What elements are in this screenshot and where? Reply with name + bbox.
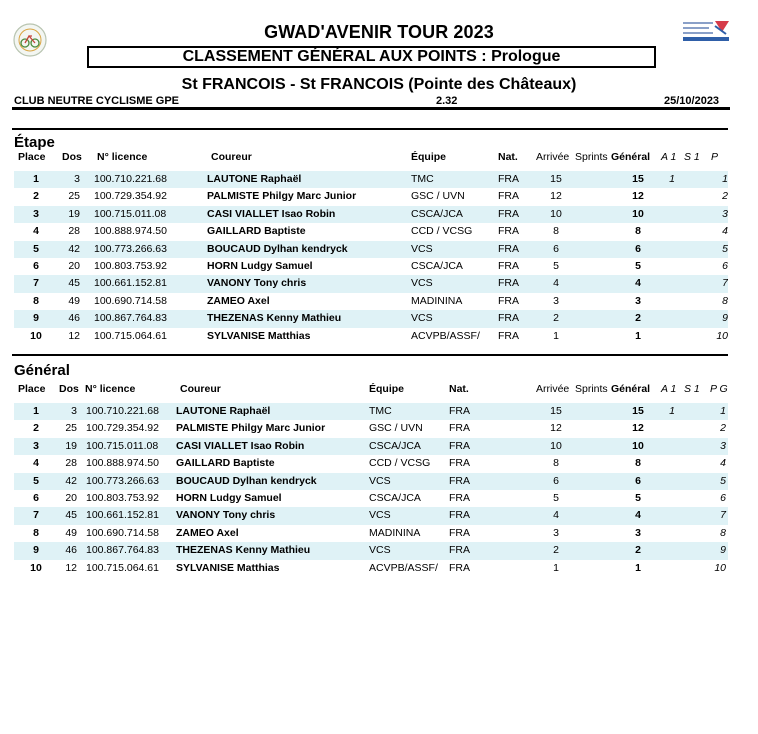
- cell-place: 3: [33, 207, 39, 220]
- cell-p: 8: [720, 526, 726, 539]
- col-a1: A 1: [661, 383, 677, 395]
- cell-equipe: VCS: [411, 277, 433, 290]
- cell-licence: 100.773.266.63: [94, 242, 167, 255]
- cell-dos: 19: [65, 439, 77, 452]
- cell-equipe: CSCA/JCA: [411, 259, 463, 272]
- col-dos: Dos: [59, 383, 79, 395]
- cell-coureur: HORN Ludgy Samuel: [176, 491, 282, 504]
- stage-date: 25/10/2023: [664, 95, 720, 107]
- cell-general: 2: [635, 312, 641, 325]
- cell-dos: 49: [65, 526, 77, 539]
- cell-equipe: CSCA/JCA: [369, 491, 421, 504]
- col-coureur: Coureur: [180, 383, 221, 395]
- col-s1: S 1: [684, 383, 700, 395]
- cell-p: 5: [720, 474, 726, 487]
- table-row: [14, 438, 728, 455]
- table-row: [14, 560, 728, 577]
- cell-place: 5: [33, 474, 39, 487]
- col-sprints: Sprints: [575, 151, 608, 163]
- cell-p: 7: [722, 277, 728, 290]
- cell-p: 1: [720, 405, 726, 417]
- cell-p: 8: [722, 294, 728, 307]
- cell-dos: 42: [68, 242, 80, 255]
- cell-coureur: PALMISTE Philgy Marc Junior: [207, 190, 357, 203]
- table-row: [14, 455, 728, 472]
- cell-p: 5: [722, 242, 728, 255]
- cell-general: 6: [635, 242, 641, 255]
- table-row: [14, 241, 728, 258]
- col-a1: A 1: [661, 151, 677, 163]
- etape-table: [14, 171, 728, 345]
- cell-arrivee: 2: [553, 544, 559, 557]
- cell-nat: FRA: [498, 277, 519, 290]
- table-row: [14, 206, 728, 223]
- cell-arrivee: 6: [553, 242, 559, 255]
- cell-licence: 100.715.064.61: [86, 561, 159, 574]
- cell-licence: 100.803.753.92: [94, 259, 167, 272]
- cell-licence: 100.729.354.92: [86, 422, 159, 435]
- cell-arrivee: 1: [553, 329, 559, 342]
- cell-equipe: CCD / VCSG: [369, 457, 431, 470]
- cell-coureur: VANONY Tony chris: [207, 277, 307, 290]
- cell-nat: FRA: [449, 561, 470, 574]
- cell-licence: 100.715.011.08: [86, 439, 159, 452]
- cell-coureur: PALMISTE Philgy Marc Junior: [176, 422, 326, 435]
- cell-licence: 100.867.764.83: [86, 544, 159, 557]
- cell-arrivee: 1: [553, 561, 559, 574]
- cell-equipe: TMC: [411, 173, 434, 185]
- cell-equipe: VCS: [369, 544, 391, 557]
- cell-arrivee: 8: [553, 225, 559, 238]
- cell-dos: 42: [65, 474, 77, 487]
- cell-coureur: GAILLARD Baptiste: [207, 225, 306, 238]
- cell-p: 9: [722, 312, 728, 325]
- cell-licence: 100.803.753.92: [86, 491, 159, 504]
- cell-coureur: LAUTONE Raphaël: [176, 405, 271, 417]
- cell-p: 9: [720, 544, 726, 557]
- general-table: [14, 403, 728, 577]
- cell-general: 4: [635, 509, 641, 522]
- cell-arrivee: 12: [550, 422, 562, 435]
- cell-dos: 28: [68, 225, 80, 238]
- cell-place: 8: [33, 294, 39, 307]
- cell-licence: 100.690.714.58: [94, 294, 167, 307]
- cell-coureur: BOUCAUD Dylhan kendryck: [207, 242, 348, 255]
- cell-nat: FRA: [498, 294, 519, 307]
- cell-coureur: CASI VIALLET Isao Robin: [176, 439, 305, 452]
- cell-arrivee: 3: [553, 294, 559, 307]
- cell-arrivee: 15: [550, 173, 562, 185]
- cell-general: 10: [632, 207, 644, 220]
- cell-nat: FRA: [498, 207, 519, 220]
- cell-dos: 28: [65, 457, 77, 470]
- cell-place: 10: [30, 561, 42, 574]
- stage-route: St FRANCOIS - St FRANCOIS (Pointe des Châteaux): [181, 76, 577, 93]
- cell-licence: 100.690.714.58: [86, 526, 159, 539]
- general-section-title: Général: [14, 362, 70, 379]
- cell-p: 2: [720, 422, 726, 435]
- col-licence: N° licence: [97, 151, 148, 163]
- cell-coureur: SYLVANISE Matthias: [207, 329, 311, 342]
- cell-licence: 100.888.974.50: [86, 457, 159, 470]
- cell-nat: FRA: [498, 225, 519, 238]
- cell-general: 3: [635, 294, 641, 307]
- table-row: [14, 223, 728, 240]
- cell-equipe: CSCA/JCA: [369, 439, 421, 452]
- cell-nat: FRA: [498, 173, 519, 185]
- cell-place: 6: [33, 491, 39, 504]
- col-nat: Nat.: [449, 383, 469, 395]
- cell-licence: 100.710.221.68: [86, 405, 159, 417]
- cell-coureur: THEZENAS Kenny Mathieu: [207, 312, 342, 325]
- cell-place: 4: [33, 457, 39, 470]
- cell-arrivee: 12: [550, 190, 562, 203]
- col-arrivee: Arrivée: [536, 383, 570, 395]
- cell-equipe: VCS: [411, 312, 433, 325]
- cell-p: 6: [722, 259, 728, 272]
- cell-general: 5: [635, 491, 641, 504]
- cell-arrivee: 5: [553, 259, 559, 272]
- cell-nat: FRA: [449, 544, 470, 557]
- cell-nat: FRA: [498, 259, 519, 272]
- col-arrivee: Arrivée: [536, 151, 570, 163]
- cell-nat: FRA: [449, 405, 470, 417]
- col-place: Place: [18, 383, 46, 395]
- cell-general: 15: [632, 405, 644, 417]
- table-row: [14, 525, 728, 542]
- classification-subtitle: CLASSEMENT GÉNÉRAL AUX POINTS : Prologue: [87, 46, 656, 68]
- cell-general: 12: [632, 422, 644, 435]
- cell-arrivee: 10: [550, 207, 562, 220]
- cell-place: 8: [33, 526, 39, 539]
- cell-equipe: VCS: [369, 509, 391, 522]
- table-row: [14, 420, 728, 437]
- cell-p: 2: [722, 190, 728, 203]
- cell-dos: 3: [71, 405, 77, 417]
- page-title: GWAD'AVENIR TOUR 2023: [264, 22, 494, 42]
- cell-nat: FRA: [498, 312, 519, 325]
- cell-licence: 100.715.011.08: [94, 207, 167, 220]
- cell-p: 10: [714, 561, 726, 574]
- cell-arrivee: 5: [553, 491, 559, 504]
- cell-dos: 45: [65, 509, 77, 522]
- cell-a1: 1: [669, 405, 675, 417]
- table-row: [14, 328, 728, 345]
- etape-divider: [12, 128, 728, 130]
- cell-equipe: TMC: [369, 405, 392, 417]
- cell-licence: 100.710.221.68: [94, 173, 167, 185]
- cell-p: 3: [720, 439, 726, 452]
- cell-equipe: CCD / VCSG: [411, 225, 473, 238]
- col-pg: P G: [710, 383, 728, 395]
- cell-arrivee: 15: [550, 405, 562, 417]
- cell-place: 2: [33, 422, 39, 435]
- table-row: [14, 542, 728, 559]
- cell-equipe: GSC / UVN: [411, 190, 465, 203]
- col-place: Place: [18, 151, 46, 163]
- col-dos: Dos: [62, 151, 82, 163]
- col-general: Général: [611, 383, 651, 395]
- cell-place: 2: [33, 190, 39, 203]
- cell-general: 4: [635, 277, 641, 290]
- cell-general: 10: [632, 439, 644, 452]
- col-nat: Nat.: [498, 151, 518, 163]
- cell-dos: 19: [68, 207, 80, 220]
- col-sprints: Sprints: [575, 383, 608, 395]
- cell-equipe: ACVPB/ASSF/: [411, 329, 480, 342]
- cell-place: 7: [33, 277, 39, 290]
- cell-place: 10: [30, 329, 42, 342]
- cell-general: 3: [635, 526, 641, 539]
- table-row: [14, 293, 728, 310]
- cell-general: 1: [635, 561, 641, 574]
- col-p: P: [711, 151, 719, 163]
- cell-coureur: THEZENAS Kenny Mathieu: [176, 544, 311, 557]
- cell-licence: 100.888.974.50: [94, 225, 167, 238]
- cell-dos: 45: [68, 277, 80, 290]
- table-row: [14, 507, 728, 524]
- cell-arrivee: 4: [553, 277, 559, 290]
- cell-dos: 25: [68, 190, 80, 203]
- table-row: [14, 171, 728, 188]
- cell-arrivee: 10: [550, 439, 562, 452]
- cell-general: 15: [632, 173, 644, 185]
- cell-dos: 20: [65, 491, 77, 504]
- cell-coureur: BOUCAUD Dylhan kendryck: [176, 474, 317, 487]
- cell-place: 9: [33, 544, 39, 557]
- cell-place: 4: [33, 225, 39, 238]
- cell-dos: 12: [65, 561, 77, 574]
- cell-coureur: GAILLARD Baptiste: [176, 457, 275, 470]
- cell-p: 4: [722, 225, 728, 238]
- cell-p: 3: [722, 207, 728, 220]
- organizer-club: CLUB NEUTRE CYCLISME GPE: [14, 95, 180, 107]
- general-divider: [12, 354, 728, 356]
- cell-p: 4: [720, 457, 726, 470]
- cell-general: 5: [635, 259, 641, 272]
- cell-general: 1: [635, 329, 641, 342]
- table-row: [14, 310, 728, 327]
- cell-equipe: MADININA: [411, 294, 463, 307]
- table-row: [14, 275, 728, 292]
- col-equipe: Équipe: [411, 151, 447, 163]
- cell-dos: 20: [68, 259, 80, 272]
- cell-general: 12: [632, 190, 644, 203]
- cell-general: 8: [635, 457, 641, 470]
- cell-nat: FRA: [449, 422, 470, 435]
- cell-equipe: GSC / UVN: [369, 422, 423, 435]
- cell-place: 9: [33, 312, 39, 325]
- col-equipe: Équipe: [369, 383, 405, 395]
- cell-nat: FRA: [449, 457, 470, 470]
- cell-nat: FRA: [449, 526, 470, 539]
- col-coureur: Coureur: [211, 151, 252, 163]
- etape-section-title: Étape: [14, 134, 55, 151]
- cell-licence: 100.773.266.63: [86, 474, 159, 487]
- cell-coureur: ZAMEO Axel: [207, 294, 270, 307]
- header-divider: [12, 107, 730, 110]
- cell-arrivee: 6: [553, 474, 559, 487]
- cell-nat: FRA: [498, 242, 519, 255]
- cell-coureur: ZAMEO Axel: [176, 526, 239, 539]
- cell-place: 1: [33, 173, 39, 185]
- cell-licence: 100.661.152.81: [94, 277, 167, 290]
- cell-coureur: CASI VIALLET Isao Robin: [207, 207, 336, 220]
- cell-nat: FRA: [449, 439, 470, 452]
- table-row: [14, 188, 728, 205]
- cell-p: 6: [720, 491, 726, 504]
- cell-general: 8: [635, 225, 641, 238]
- cell-arrivee: 4: [553, 509, 559, 522]
- cell-equipe: ACVPB/ASSF/: [369, 561, 438, 574]
- cell-dos: 49: [68, 294, 80, 307]
- cell-coureur: VANONY Tony chris: [176, 509, 276, 522]
- cell-place: 7: [33, 509, 39, 522]
- cell-dos: 46: [68, 312, 80, 325]
- stage-distance: 2.32: [436, 95, 458, 107]
- cell-place: 1: [33, 405, 39, 417]
- cell-equipe: VCS: [369, 474, 391, 487]
- table-row: [14, 258, 728, 275]
- cell-dos: 46: [65, 544, 77, 557]
- cell-licence: 100.661.152.81: [86, 509, 159, 522]
- col-s1: S 1: [684, 151, 700, 163]
- cell-p: 10: [716, 329, 728, 342]
- cell-p: 7: [720, 509, 726, 522]
- cell-nat: FRA: [498, 329, 519, 342]
- cell-general: 6: [635, 474, 641, 487]
- cell-place: 6: [33, 259, 39, 272]
- cell-arrivee: 8: [553, 457, 559, 470]
- cell-nat: FRA: [449, 491, 470, 504]
- cell-p: 1: [722, 173, 728, 185]
- cell-place: 3: [33, 439, 39, 452]
- cell-arrivee: 2: [553, 312, 559, 325]
- cell-licence: 100.715.064.61: [94, 329, 167, 342]
- col-general: Général: [611, 151, 651, 163]
- table-row: [14, 490, 728, 507]
- cell-dos: 12: [68, 329, 80, 342]
- cell-place: 5: [33, 242, 39, 255]
- cell-coureur: SYLVANISE Matthias: [176, 561, 280, 574]
- cell-licence: 100.867.764.83: [94, 312, 167, 325]
- cell-coureur: HORN Ludgy Samuel: [207, 259, 313, 272]
- cell-nat: FRA: [449, 474, 470, 487]
- cell-nat: FRA: [498, 190, 519, 203]
- cell-general: 2: [635, 544, 641, 557]
- col-licence: N° licence: [85, 383, 136, 395]
- cell-dos: 3: [74, 173, 80, 185]
- table-row: [14, 473, 728, 490]
- cell-nat: FRA: [449, 509, 470, 522]
- cell-equipe: VCS: [411, 242, 433, 255]
- cell-licence: 100.729.354.92: [94, 190, 167, 203]
- cell-a1: 1: [669, 173, 675, 185]
- cell-coureur: LAUTONE Raphaël: [207, 173, 302, 185]
- cell-equipe: CSCA/JCA: [411, 207, 463, 220]
- cell-dos: 25: [65, 422, 77, 435]
- table-row: [14, 403, 728, 420]
- cell-arrivee: 3: [553, 526, 559, 539]
- cell-equipe: MADININA: [369, 526, 421, 539]
